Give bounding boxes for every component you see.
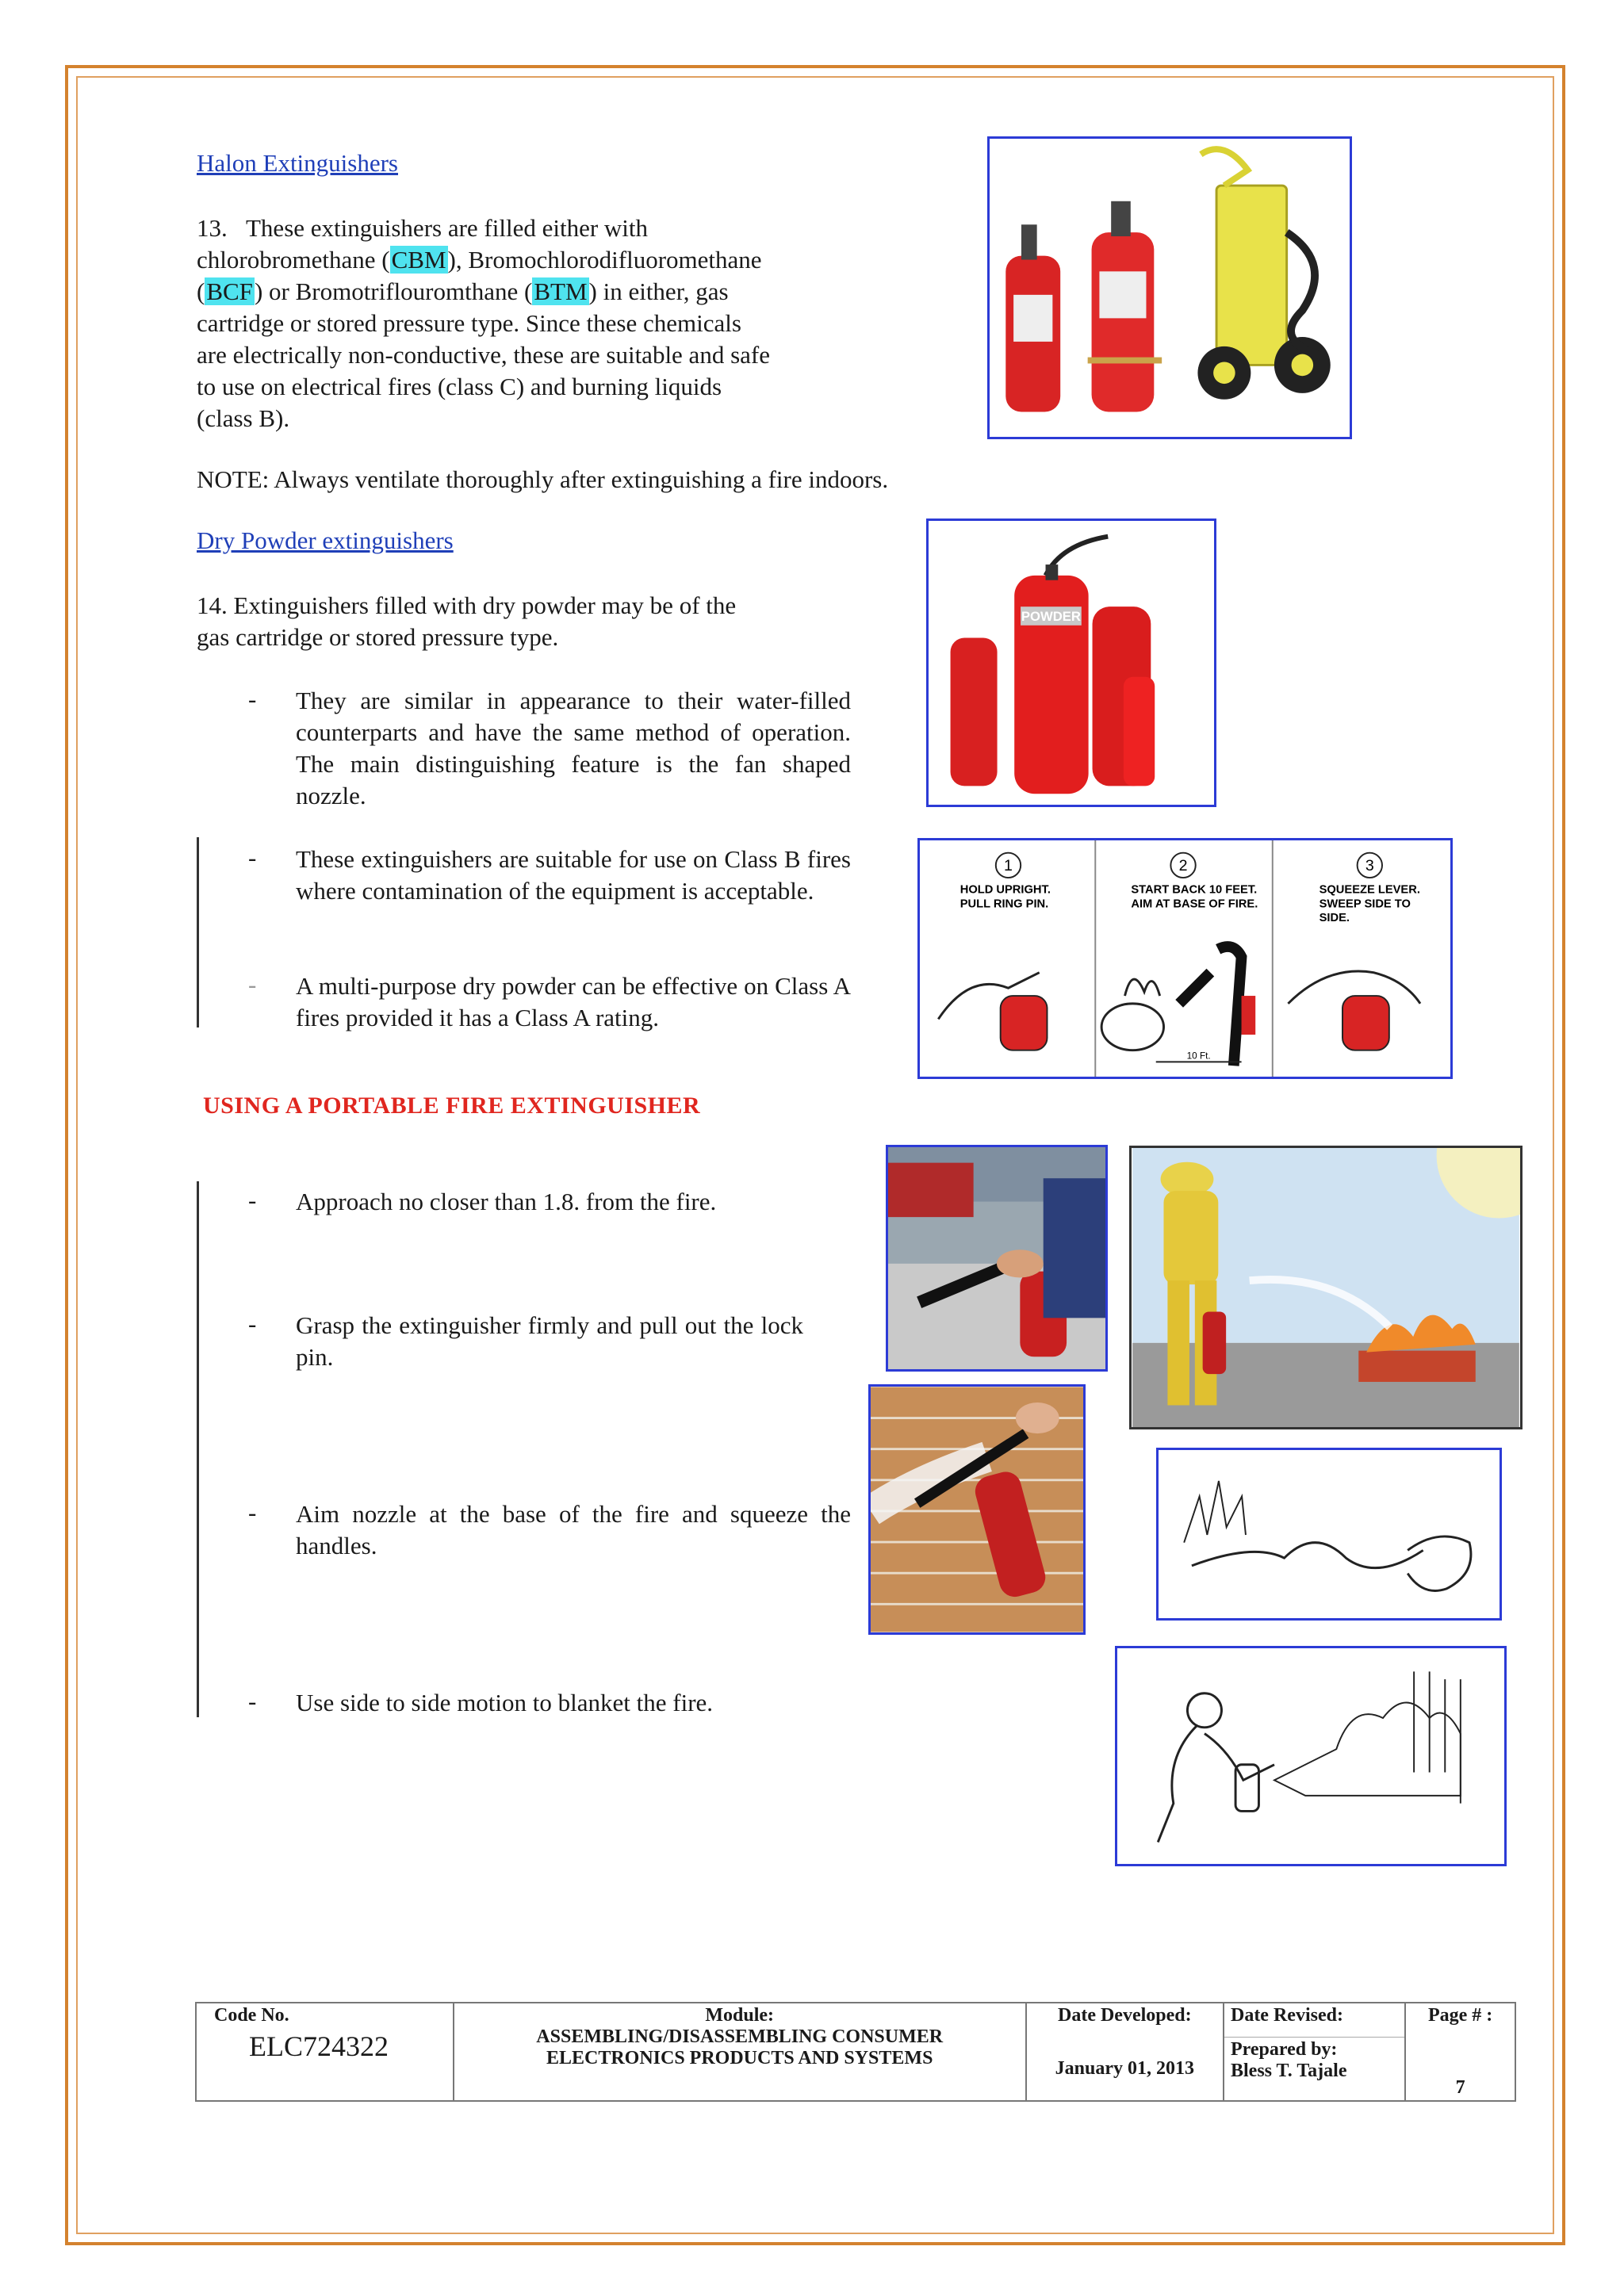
- steps-illustration-icon: [920, 840, 1450, 1077]
- step3-line: SIDE.: [1319, 911, 1350, 924]
- module-title: ELECTRONICS PRODUCTS AND SYSTEMS: [546, 2048, 933, 2068]
- dry-powder-heading[interactable]: Dry Powder extinguishers: [197, 526, 454, 554]
- change-bar: [197, 1181, 199, 1717]
- aim-nozzle-sketch: [1156, 1448, 1502, 1621]
- step1-number: 1: [1004, 857, 1013, 875]
- bullet-mark: -: [248, 1498, 257, 1526]
- prepared-value: Bless T. Tajale: [1230, 2061, 1347, 2082]
- halon-line: ) or Bromotriflouromthane (: [254, 277, 533, 305]
- using-bullet-3: Aim nozzle at the base of the fire and squeeze the handles.: [296, 1500, 851, 1559]
- halon-line: ) in either, gas: [588, 277, 729, 305]
- cbm-abbrev: CBM: [391, 246, 446, 274]
- step2-number: 2: [1178, 857, 1188, 875]
- extinguisher-icon: [929, 521, 1214, 805]
- halon-extinguishers-image: [987, 136, 1352, 439]
- btm-abbrev: BTM: [534, 277, 588, 305]
- page-number-cell: [1405, 2038, 1515, 2101]
- halon-line: (class B).: [197, 404, 290, 432]
- bullet-mark: -: [248, 1186, 257, 1214]
- document-footer: [195, 2002, 1516, 2102]
- distance-label: 10 Ft.: [1186, 1050, 1211, 1062]
- bcf-abbrev: BCF: [206, 277, 253, 305]
- page-label-cell: [1405, 2003, 1515, 2038]
- sweep-sketch-icon: [1117, 1648, 1504, 1864]
- extinguisher-steps-image: [917, 838, 1453, 1079]
- bullet-mark: -: [248, 970, 257, 998]
- bullet-mark: -: [248, 1310, 257, 1337]
- grasp-extinguisher-photo: [886, 1145, 1108, 1372]
- step3-number: 3: [1365, 857, 1374, 875]
- dp-line: 14. Extinguishers filled with dry powder may be of the: [197, 591, 737, 619]
- dp-bullet-3: A multi-purpose dry powder can be effective on Class A fires provided it has a Class A rating.: [296, 972, 851, 1031]
- photo-icon: [871, 1387, 1083, 1632]
- powder-label: POWDER: [1021, 608, 1082, 624]
- side-to-side-sketch: [1115, 1646, 1507, 1866]
- page-number: 7: [1455, 2077, 1465, 2098]
- halon-line: to use on electrical fires (class C) and burning liquids: [197, 373, 722, 400]
- halon-line: cartridge or stored pressure type. Since these chemicals: [197, 309, 741, 337]
- change-bar: [197, 837, 199, 1027]
- bullet-mark: -: [248, 685, 257, 713]
- dp-bullet-2: These extinguishers are suitable for use on Class B fires where contamination of the equipment is acceptable.: [296, 845, 851, 905]
- module-cell: [454, 2003, 1026, 2101]
- module-label: Module:: [705, 2005, 775, 2026]
- page-label: Page # :: [1427, 2005, 1493, 2026]
- aim-nozzle-photo: [868, 1384, 1086, 1635]
- using-bullet-1: Approach no closer than 1.8. from the fire.: [296, 1188, 717, 1215]
- date-revised-cell: [1224, 2003, 1405, 2038]
- code-label: Code No.: [214, 2005, 289, 2026]
- step2-line: START BACK 10 FEET.: [1131, 883, 1258, 897]
- bullet-mark: -: [248, 1687, 257, 1715]
- extinguisher-icon: [990, 139, 1350, 437]
- step3-line: SWEEP SIDE TO: [1319, 897, 1411, 911]
- firefighter-image: [1129, 1146, 1522, 1429]
- dp-line: gas cartridge or stored pressure type.: [197, 623, 559, 651]
- halon-line: chlorobromethane (: [197, 246, 390, 274]
- using-bullet-2: Grasp the extinguisher firmly and pull out the lock pin.: [296, 1311, 803, 1371]
- step1-line: HOLD UPRIGHT.: [959, 883, 1051, 897]
- powder-extinguishers-image: [926, 519, 1216, 807]
- using-heading: USING A PORTABLE FIRE EXTINGUISHER: [203, 1093, 701, 1119]
- date-developed-label: Date Developed:: [1058, 2005, 1192, 2026]
- prepared-label: Prepared by:: [1230, 2039, 1338, 2061]
- code-cell: [196, 2003, 454, 2101]
- date-developed-value: January 01, 2013: [1055, 2058, 1194, 2079]
- dry-powder-paragraph: [197, 590, 847, 653]
- halon-line: These extinguishers are filled either with: [246, 214, 649, 242]
- module-title: ASSEMBLING/DISASSEMBLING CONSUMER: [536, 2026, 944, 2047]
- code-value: ELC724322: [249, 2030, 389, 2062]
- step2-line: AIM AT BASE OF FIRE.: [1131, 897, 1258, 911]
- step1-line: PULL RING PIN.: [959, 897, 1049, 911]
- halon-line: ), Bromochlorodifluoromethane: [447, 246, 762, 274]
- halon-line: are electrically non-conductive, these are suitable and safe: [197, 341, 770, 369]
- using-bullet-4: Use side to side motion to blanket the fire.: [296, 1689, 714, 1716]
- dp-bullet-1: They are similar in appearance to their water-filled counterparts and have the same method of operation. The main distinguishing feature is the fan shaped nozzle.: [296, 687, 851, 809]
- nozzle-sketch-icon: [1159, 1450, 1500, 1618]
- ventilate-note: NOTE: Always ventilate thoroughly after extinguishing a fire indoors.: [197, 465, 889, 493]
- date-developed-cell: [1026, 2003, 1224, 2101]
- firefighter-icon: [1132, 1148, 1520, 1427]
- halon-heading[interactable]: Halon Extinguishers: [197, 149, 398, 177]
- halon-paragraph: [197, 212, 847, 434]
- photo-icon: [888, 1147, 1105, 1369]
- step3-line: SQUEEZE LEVER.: [1319, 883, 1420, 897]
- halon-line: (: [197, 277, 205, 305]
- para-number: 13.: [197, 214, 228, 242]
- bullet-mark: -: [248, 844, 257, 871]
- date-revised-label: Date Revised:: [1230, 2005, 1343, 2026]
- prepared-cell: [1224, 2038, 1405, 2101]
